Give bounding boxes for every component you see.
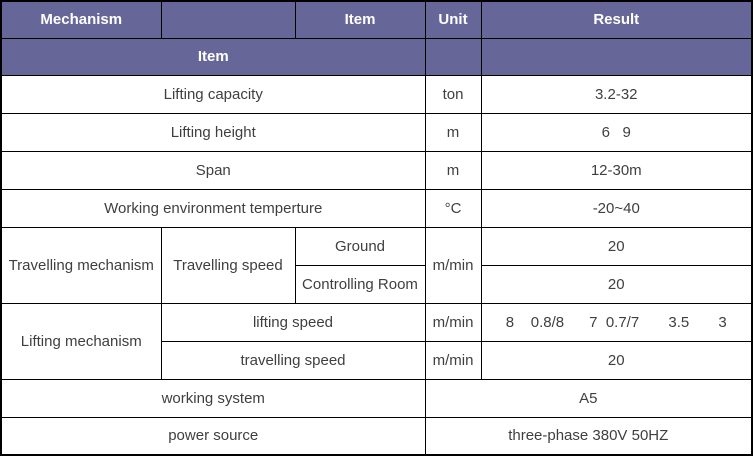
table-header xyxy=(1,1,752,75)
lifting-speed-item: lifting speed xyxy=(161,303,425,341)
lifting-travelling-speed-result: 20 xyxy=(481,341,752,379)
ground-result: 20 xyxy=(481,227,752,265)
power-source-item: power source xyxy=(1,417,425,455)
row-working-system xyxy=(1,379,752,417)
ground-item: Ground xyxy=(295,227,425,265)
span-result: 12-30m xyxy=(481,151,752,189)
span-unit: m xyxy=(425,151,481,189)
lifting-height-result: 6 9 xyxy=(481,113,752,151)
lifting-mechanism-label: Lifting mechanism xyxy=(1,303,161,379)
working-env-temp-item: Working environment temperture xyxy=(1,189,425,227)
header-cell-item: Item xyxy=(295,1,425,38)
controlling-room-result: 20 xyxy=(481,265,752,303)
span-item: Span xyxy=(1,151,425,189)
lifting-height-item: Lifting height xyxy=(1,113,425,151)
row-lifting-capacity xyxy=(1,75,752,113)
working-system-item: working system xyxy=(1,379,425,417)
lifting-speed-result: 8 0.8/8 7 0.7/7 3.5 3 xyxy=(481,303,752,341)
row-lifting-speed xyxy=(1,303,752,341)
header-cell-unit-blank xyxy=(425,38,481,75)
lifting-travelling-speed-unit: m/min xyxy=(425,341,481,379)
lifting-speed-unit: m/min xyxy=(425,303,481,341)
header-cell-unit: Unit xyxy=(425,1,481,38)
lifting-capacity-result: 3.2-32 xyxy=(481,75,752,113)
working-system-result: A5 xyxy=(425,379,752,417)
travelling-speed-unit: m/min xyxy=(425,227,481,303)
row-lifting-height xyxy=(1,113,752,151)
travelling-mechanism-label: Travelling mechanism xyxy=(1,227,161,303)
row-travelling-ground xyxy=(1,227,752,265)
header-row-1 xyxy=(1,1,752,38)
row-working-env-temp xyxy=(1,189,752,227)
header-cell-item-span: Item xyxy=(1,38,425,75)
row-power-source xyxy=(1,417,752,455)
header-cell-result-blank xyxy=(481,38,752,75)
table-body xyxy=(1,75,752,455)
travelling-speed-label: Travelling speed xyxy=(161,227,295,303)
controlling-room-item: Controlling Room xyxy=(295,265,425,303)
lifting-capacity-unit: ton xyxy=(425,75,481,113)
working-env-temp-result: -20~40 xyxy=(481,189,752,227)
header-cell-mechanism: Mechanism xyxy=(1,1,161,38)
header-cell-blank xyxy=(161,1,295,38)
row-span xyxy=(1,151,752,189)
lifting-capacity-item: Lifting capacity xyxy=(1,75,425,113)
header-row-2 xyxy=(1,38,752,75)
lifting-travelling-speed-item: travelling speed xyxy=(161,341,425,379)
power-source-result: three-phase 380V 50HZ xyxy=(425,417,752,455)
working-env-temp-unit: °C xyxy=(425,189,481,227)
header-cell-result: Result xyxy=(481,1,752,38)
lifting-height-unit: m xyxy=(425,113,481,151)
